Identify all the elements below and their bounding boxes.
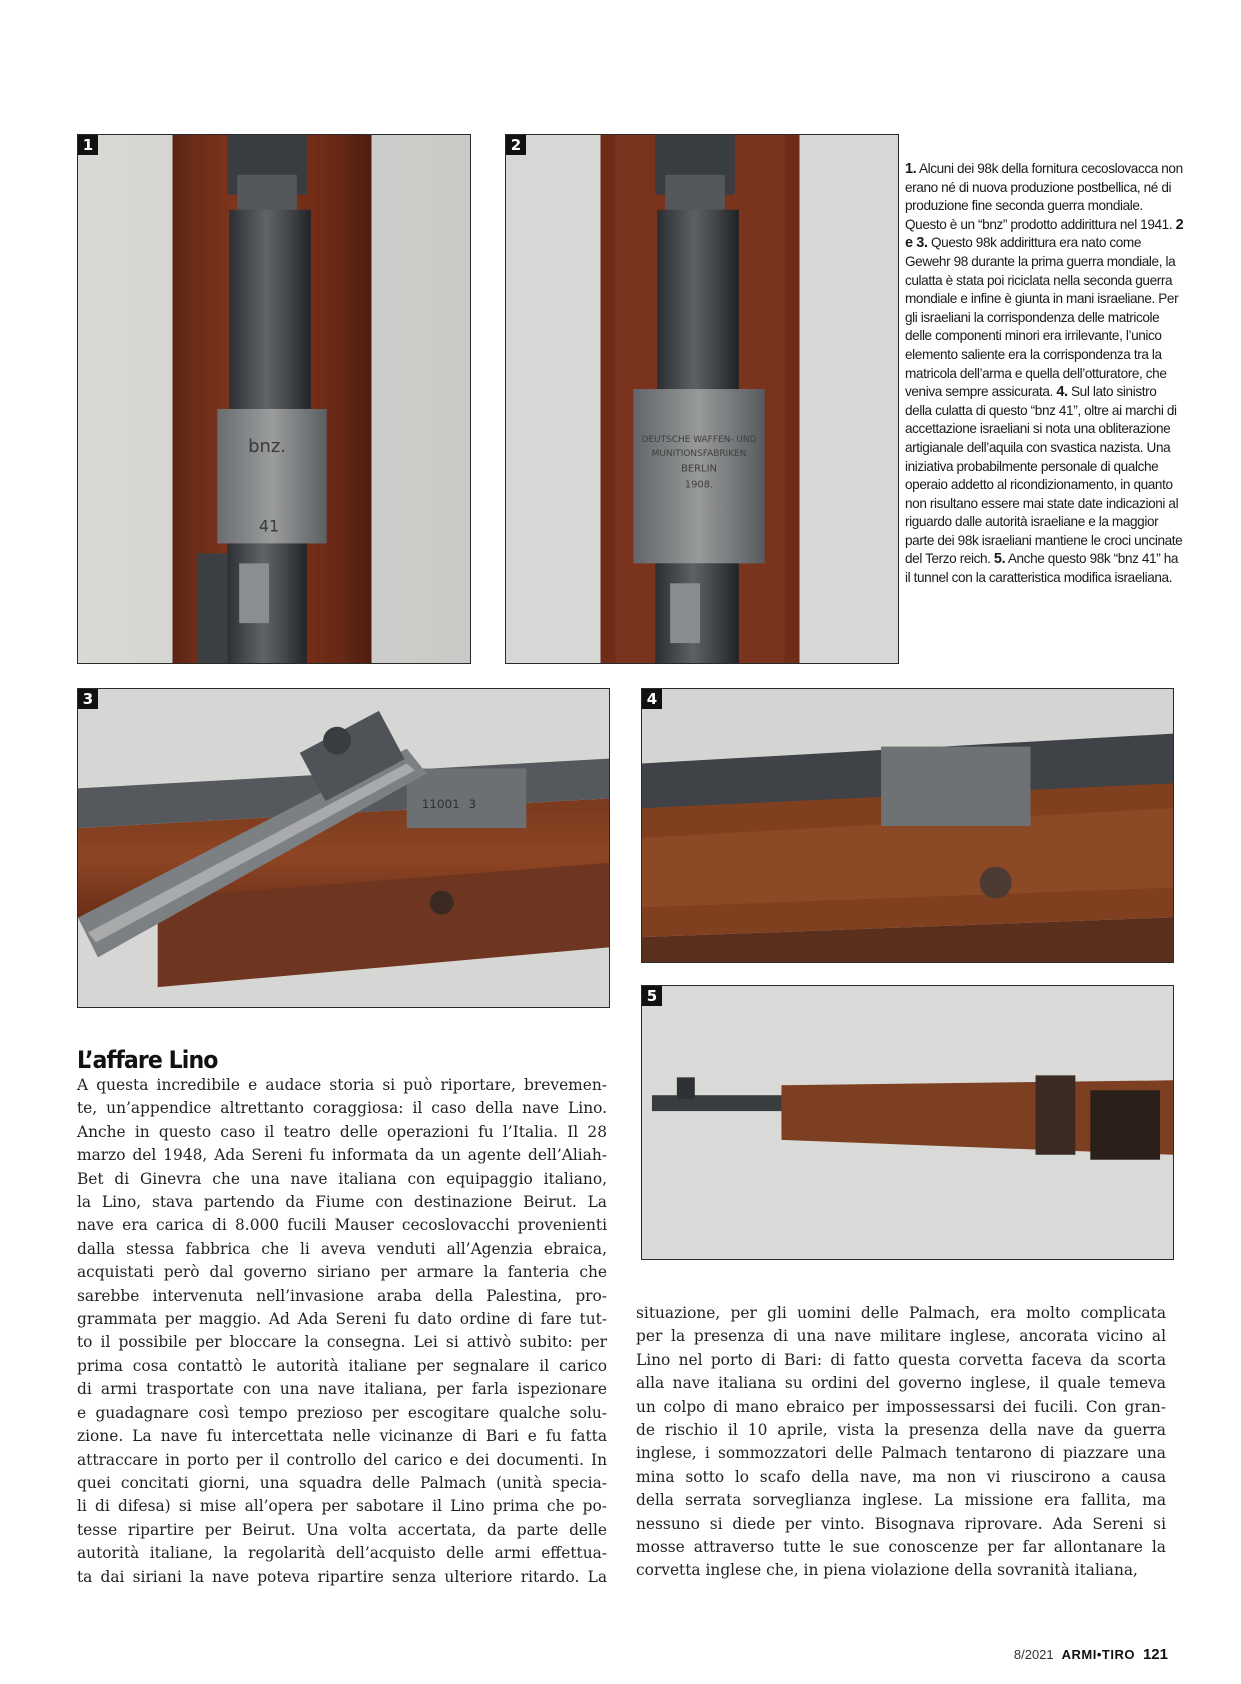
text-line: di armi trasportate con una nave italiana, per farla ispezionare [77,1380,607,1399]
magazine-brand: ARMI•TIRO [1061,1647,1135,1662]
text-line: la Lino, stava partendo da Fiume con destinazione Beirut. La [77,1193,607,1212]
text-line: mina sotto lo scafo della nave, ma non vi riuscirono a causa [636,1467,1166,1486]
photo-captions [905,160,1185,588]
caption-1-text: Alcuni dei 98k della fornitura cecoslovacca non erano né di nuova produzione postbellica, né di produzione fine seconda guerra mondiale. Questo è un “bnz” prodotto addirittura nel 1941. [905,161,1183,232]
photo-4 [641,688,1174,963]
photo-1-marking-code: bnz. [248,435,286,457]
text-line: un colpo di mano ebraico per impossessarsi dei fucili. Con gran- [636,1397,1166,1416]
article-column-1 [77,1074,607,1589]
text-line: A questa incredibile e audace storia si può riportare, brevemen- [77,1076,607,1094]
caption-4-number: 4. [1056,384,1068,401]
photo-2-marking-line3: BERLIN [681,463,717,475]
photo-2 [505,134,899,664]
photo-3-number: 3 [78,689,98,709]
photo-1-number: 1 [78,135,98,155]
photo-4-image [642,689,1173,962]
text-line: acquistati però dal governo siriano per armare la fanteria che [77,1263,607,1282]
text-line: tesse ripartire per Beirut. Una volta accertata, da parte delle [77,1520,607,1539]
text-line: mosse attraverso tutte le sue conoscenze per far allontanare la [636,1538,1166,1557]
caption-1-number: 1. [905,161,917,177]
caption-2-text: Questo 98k addirittura era nato come Gewehr 98 durante la prima guerra mondiale, la culatta è stata poi riciclata nella seconda guerra mondiale e infine è giunta in mani israeliane. Per gli israeliani la corrispondenza delle matricole delle componenti minori era irrilevante, l’unico elemento saliente era la corrispondenza tra la matricola dell’arma e quella dell’otturatore, che veniva sempre assicurata. [905,235,1179,400]
text-line: Lino nel porto di Bari: di fatto questa corvetta faceva da scorta [636,1350,1166,1369]
text-line: zione. La nave fu intercettata nelle vicinanze di Bari e fu fatta [77,1427,607,1446]
text-line: sarebbe intervenuta nell’invasione araba della Palestina, pro- [77,1286,607,1305]
text-line: alla nave italiana su ordini del governo inglese, il quale temeva [636,1374,1166,1393]
text-line: prima cosa contattò le autorità italiane per segnalare il carico [77,1356,607,1375]
text-line: della serrata sorveglianza inglese. La missione era fallita, ma [636,1491,1166,1510]
photo-3-image [78,689,609,1007]
photo-3 [77,688,610,1008]
text-line: Anche in questo caso il teatro delle operazioni fu l’Italia. Il 28 [77,1122,607,1141]
text-line: autorità italiane, la regolarità dell’acquisto delle armi effettua- [77,1544,607,1563]
text-line: te, un’appendice altrettanto coraggiosa: il caso della nave Lino. [77,1099,607,1118]
photo-2-marking-line1: DEUTSCHE WAFFEN- UND [641,434,757,445]
photo-2-marking-line2: MUNITIONSFABRIKEN [651,448,747,459]
text-line: situazione, per gli uomini delle Palmach, era molto complicata [636,1304,1166,1322]
photo-5 [641,985,1174,1260]
issue-date: 8/2021 [1013,1647,1054,1662]
photo-4-number: 4 [642,689,662,709]
text-line: attraccare in porto per il controllo del carico e dei documenti. In [77,1450,607,1469]
photo-1-marking-year: 41 [258,516,280,536]
text-line: marzo del 1948, Ada Sereni fu informata da un agente dell’Aliah- [77,1146,607,1165]
photo-5-image [642,986,1173,1259]
photo-2-number: 2 [506,135,526,155]
article-column-2 [636,1302,1166,1583]
text-line: per la presenza di una nave militare inglese, ancorata vicino al [636,1327,1166,1346]
text-line: nessuno si diede per vinto. Bisognava riprovare. Ada Sereni si [636,1514,1166,1533]
photo-1 [77,134,471,664]
photo-1-image [78,135,470,663]
section-heading: L’affare Lino [77,1046,218,1074]
text-line: de rischio il 10 aprile, vista la presenza della nave da guerra [636,1421,1166,1440]
text-line: quei concitati giorni, una squadra delle Palmach (unità speciа- [77,1473,607,1492]
text-line: dalla stessa fabbrica che li aveva venduti all’Agenzia ebraica, [77,1239,607,1258]
photo-3-marking-serial: 11001 [421,797,460,812]
photo-5-number: 5 [642,986,662,1006]
photo-2-image [506,135,898,663]
photo-2-marking-line4: 1908. [684,479,714,491]
text-line: Bet di Ginevra che una nave italiana con equipaggio italiano, [77,1169,607,1188]
text-line: grammata per maggio. Ad Ada Sereni fu dato ordine di fare tut- [77,1310,607,1329]
caption-5-number: 5. [993,551,1006,568]
caption-4-text: Sul lato sinistro della culatta di questo “bnz 41”, oltre ai marchi di accettazione israeliani si nota una obliterazione artigianale dell’aquila con svastica nazista. Una iniziativa probabilmente personale di qualche operaio addetto al ricondizionamento, in quanto non risultano essere mai state date indicazioni al riguardo dalle autorità israeliane e la maggior parte dei 98k israeliani mantiene le croci uncinate del Terzo reich. [905,384,1183,567]
text-line: li di difesa) si mise all’opera per sabotare il Lino prima che po- [77,1497,607,1516]
caption-2-number: 2 e 3. [905,216,1184,252]
text-line: to il possibile per bloccare la consegna. Lei si attivò subito: per [77,1333,607,1352]
page-footer [1014,1646,1168,1663]
text-line: e guadagnare così tempo prezioso per escogitare qualche solu- [77,1403,607,1422]
text-line: corvetta inglese che, in piena violazione della sovranità italiana, [636,1561,1138,1580]
text-line: ta dai siriani la nave poteva ripartire senza ulteriore ritardo. La [77,1567,607,1586]
caption-5-text: Anche questo 98k “bnz 41” ha il tunnel con la caratteristica modifica israeliana. [905,551,1179,586]
text-line: nave era carica di 8.000 fucili Mauser cecoslovacchi provenienti [77,1216,607,1235]
page-number: 121 [1142,1646,1168,1663]
text-line: inglese, i sommozzatori delle Palmach tentarono di piazzare una [636,1444,1166,1463]
photo-3-marking-mark: 3 [468,797,477,812]
